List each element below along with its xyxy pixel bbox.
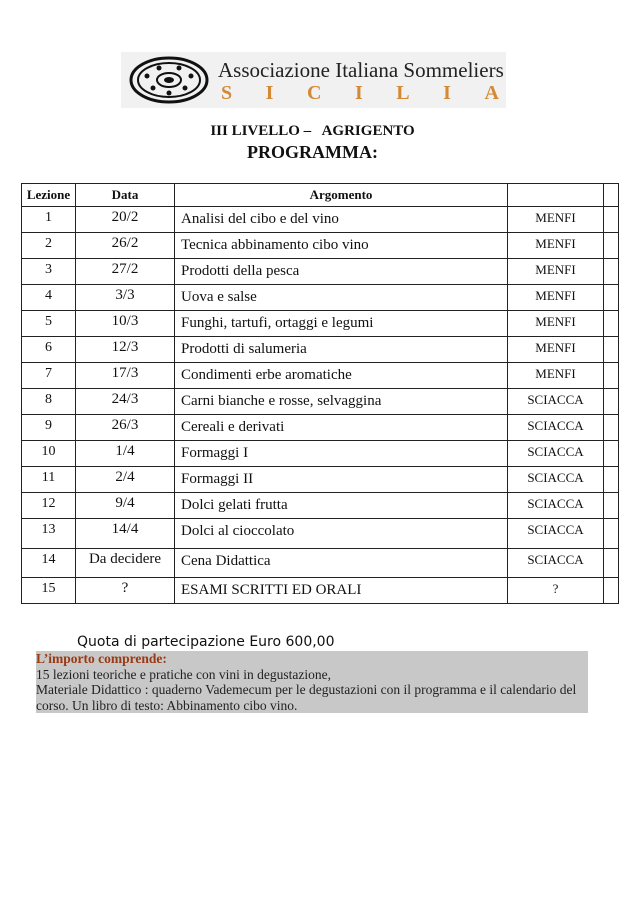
lesson-number: 2 (22, 233, 76, 259)
table-row (22, 259, 619, 285)
lesson-location: ? (508, 578, 604, 604)
lesson-topic: Analisi del cibo e del vino (175, 207, 508, 233)
lesson-number: 9 (22, 415, 76, 441)
lesson-location: MENFI (508, 233, 604, 259)
column-header-extra (604, 184, 619, 207)
lesson-number: 15 (22, 578, 76, 604)
table-row (22, 207, 619, 233)
lesson-number: 1 (22, 207, 76, 233)
logo-name: Associazione Italiana Sommeliers (218, 58, 504, 82)
ais-logo (121, 52, 506, 108)
lesson-location: SCIACCA (508, 389, 604, 415)
empty-cell (604, 285, 619, 311)
lesson-date: 14/4 (76, 519, 175, 549)
lesson-number: 7 (22, 363, 76, 389)
lesson-topic: Dolci gelati frutta (175, 493, 508, 519)
empty-cell (604, 259, 619, 285)
lesson-date: ? (76, 578, 175, 604)
table-row (22, 467, 619, 493)
column-header-sede (508, 184, 604, 207)
wine-tray-icon (127, 54, 211, 106)
table-row (22, 389, 619, 415)
table-row (22, 519, 619, 549)
logo-region (221, 82, 499, 105)
lesson-date: Da decidere (76, 549, 175, 578)
lesson-number: 3 (22, 259, 76, 285)
lesson-location: SCIACCA (508, 441, 604, 467)
empty-cell (604, 337, 619, 363)
empty-cell (604, 311, 619, 337)
lesson-topic: Prodotti della pesca (175, 259, 508, 285)
logo-letter: C (306, 82, 322, 104)
lesson-topic: Dolci al cioccolato (175, 519, 508, 549)
participation-fee: Quota di partecipazione Euro 600,00 (77, 634, 335, 650)
lesson-number: 8 (22, 389, 76, 415)
lesson-date: 27/2 (76, 259, 175, 285)
empty-cell (604, 415, 619, 441)
lesson-location: MENFI (508, 363, 604, 389)
table-row (22, 549, 619, 578)
table-row (22, 441, 619, 467)
table-row (22, 337, 619, 363)
lesson-date: 3/3 (76, 285, 175, 311)
lesson-date: 2/4 (76, 467, 175, 493)
table-row (22, 578, 619, 604)
lesson-topic: Uova e salse (175, 285, 508, 311)
lesson-number: 6 (22, 337, 76, 363)
empty-cell (604, 233, 619, 259)
empty-cell (604, 207, 619, 233)
lesson-topic: Formaggi II (175, 467, 508, 493)
lesson-number: 10 (22, 441, 76, 467)
lesson-location: SCIACCA (508, 415, 604, 441)
lesson-topic: Funghi, tartufi, ortaggi e legumi (175, 311, 508, 337)
column-header-data: Data (76, 184, 175, 207)
lesson-number: 12 (22, 493, 76, 519)
logo-letter: A (484, 82, 499, 104)
lesson-location: SCIACCA (508, 493, 604, 519)
lesson-topic: ESAMI SCRITTI ED ORALI (175, 578, 508, 604)
lesson-topic: Cereali e derivati (175, 415, 508, 441)
lesson-topic: Tecnica abbinamento cibo vino (175, 233, 508, 259)
lesson-number: 5 (22, 311, 76, 337)
table-row (22, 363, 619, 389)
page-title: PROGRAMMA: (247, 142, 378, 162)
includes-box (36, 651, 588, 713)
program-table (21, 183, 619, 604)
lesson-number: 11 (22, 467, 76, 493)
table-body (22, 207, 619, 604)
logo-letter: S (221, 82, 233, 104)
column-header-lezione: Lezione (22, 184, 76, 207)
lesson-location: MENFI (508, 337, 604, 363)
table-row (22, 493, 619, 519)
includes-heading: L’importo comprende: (36, 651, 167, 666)
logo-letter: I (265, 82, 274, 104)
lesson-topic: Condimenti erbe aromatiche (175, 363, 508, 389)
lesson-topic: Cena Didattica (175, 549, 508, 578)
column-header-argomento: Argomento (175, 184, 508, 207)
lesson-date: 26/3 (76, 415, 175, 441)
logo-letter: I (354, 82, 363, 104)
empty-cell (604, 467, 619, 493)
course-subtitle: III LIVELLO – AGRIGENTO (210, 123, 415, 139)
includes-line: Materiale Didattico : quaderno Vademecum per le degustazioni con il programma e il calendario del corso. Un libro di testo: Abbinamento cibo vino. (36, 682, 577, 713)
table-row (22, 285, 619, 311)
lesson-date: 10/3 (76, 311, 175, 337)
empty-cell (604, 389, 619, 415)
lesson-location: MENFI (508, 311, 604, 337)
empty-cell (604, 493, 619, 519)
lesson-date: 9/4 (76, 493, 175, 519)
empty-cell (604, 549, 619, 578)
lesson-date: 24/3 (76, 389, 175, 415)
lesson-location: MENFI (508, 207, 604, 233)
lesson-location: SCIACCA (508, 549, 604, 578)
lesson-topic: Carni bianche e rosse, selvaggina (175, 389, 508, 415)
table-row (22, 233, 619, 259)
lesson-date: 12/3 (76, 337, 175, 363)
empty-cell (604, 519, 619, 549)
lesson-location: MENFI (508, 285, 604, 311)
logo-letter: I (443, 82, 451, 104)
lesson-date: 26/2 (76, 233, 175, 259)
lesson-location: SCIACCA (508, 467, 604, 493)
includes-line: 15 lezioni teoriche e pratiche con vini in degustazione, (36, 666, 332, 682)
empty-cell (604, 363, 619, 389)
lesson-location: MENFI (508, 259, 604, 285)
lesson-date: 1/4 (76, 441, 175, 467)
table-header-row (22, 184, 619, 207)
lesson-number: 4 (22, 285, 76, 311)
empty-cell (604, 441, 619, 467)
lesson-date: 20/2 (76, 207, 175, 233)
lesson-number: 14 (22, 549, 76, 578)
logo-letter: L (396, 82, 410, 104)
table-row (22, 311, 619, 337)
lesson-topic: Prodotti di salumeria (175, 337, 508, 363)
lesson-number: 13 (22, 519, 76, 549)
lesson-date: 17/3 (76, 363, 175, 389)
empty-cell (604, 578, 619, 604)
lesson-location: SCIACCA (508, 519, 604, 549)
table-row (22, 415, 619, 441)
lesson-topic: Formaggi I (175, 441, 508, 467)
